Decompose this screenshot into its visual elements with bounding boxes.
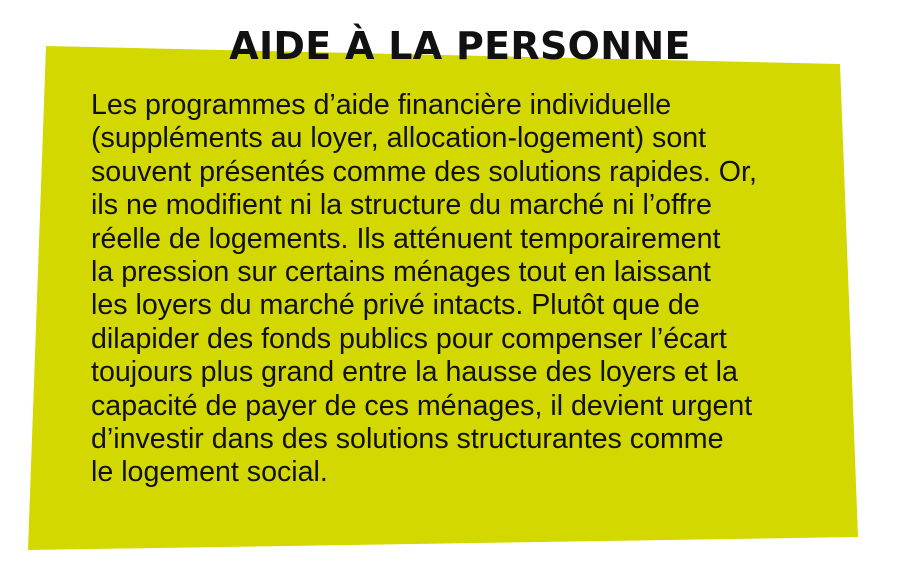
text-line: capacité de payer de ces ménages, il devient urgent xyxy=(91,389,753,422)
text-line: réelle de logements. Ils atténuent temporairement xyxy=(91,222,721,255)
text-line: (suppléments au loyer, allocation-logement) sont xyxy=(91,122,707,155)
box-title: AIDE À LA PERSONNE xyxy=(229,24,691,68)
text-line: d’investir dans des solutions structurantes comme xyxy=(91,423,724,456)
text-line: la pression sur certains ménages tout en laissant xyxy=(91,256,711,289)
text-line: souvent présentés comme des solutions rapides. Or, xyxy=(91,155,757,188)
box-body-text xyxy=(91,89,871,490)
text-line: toujours plus grand entre la hausse des loyers et la xyxy=(91,356,738,389)
text-line: dilapider des fonds publics pour compenser l’écart xyxy=(91,322,727,355)
text-line: les loyers du marché privé intacts. Plutôt que de xyxy=(91,289,700,322)
text-line: ils ne modifient ni la structure du marché ni l’offre xyxy=(91,189,712,222)
text-line: le logement social. xyxy=(91,456,328,489)
text-line: Les programmes d’aide financière individuelle xyxy=(91,89,672,121)
